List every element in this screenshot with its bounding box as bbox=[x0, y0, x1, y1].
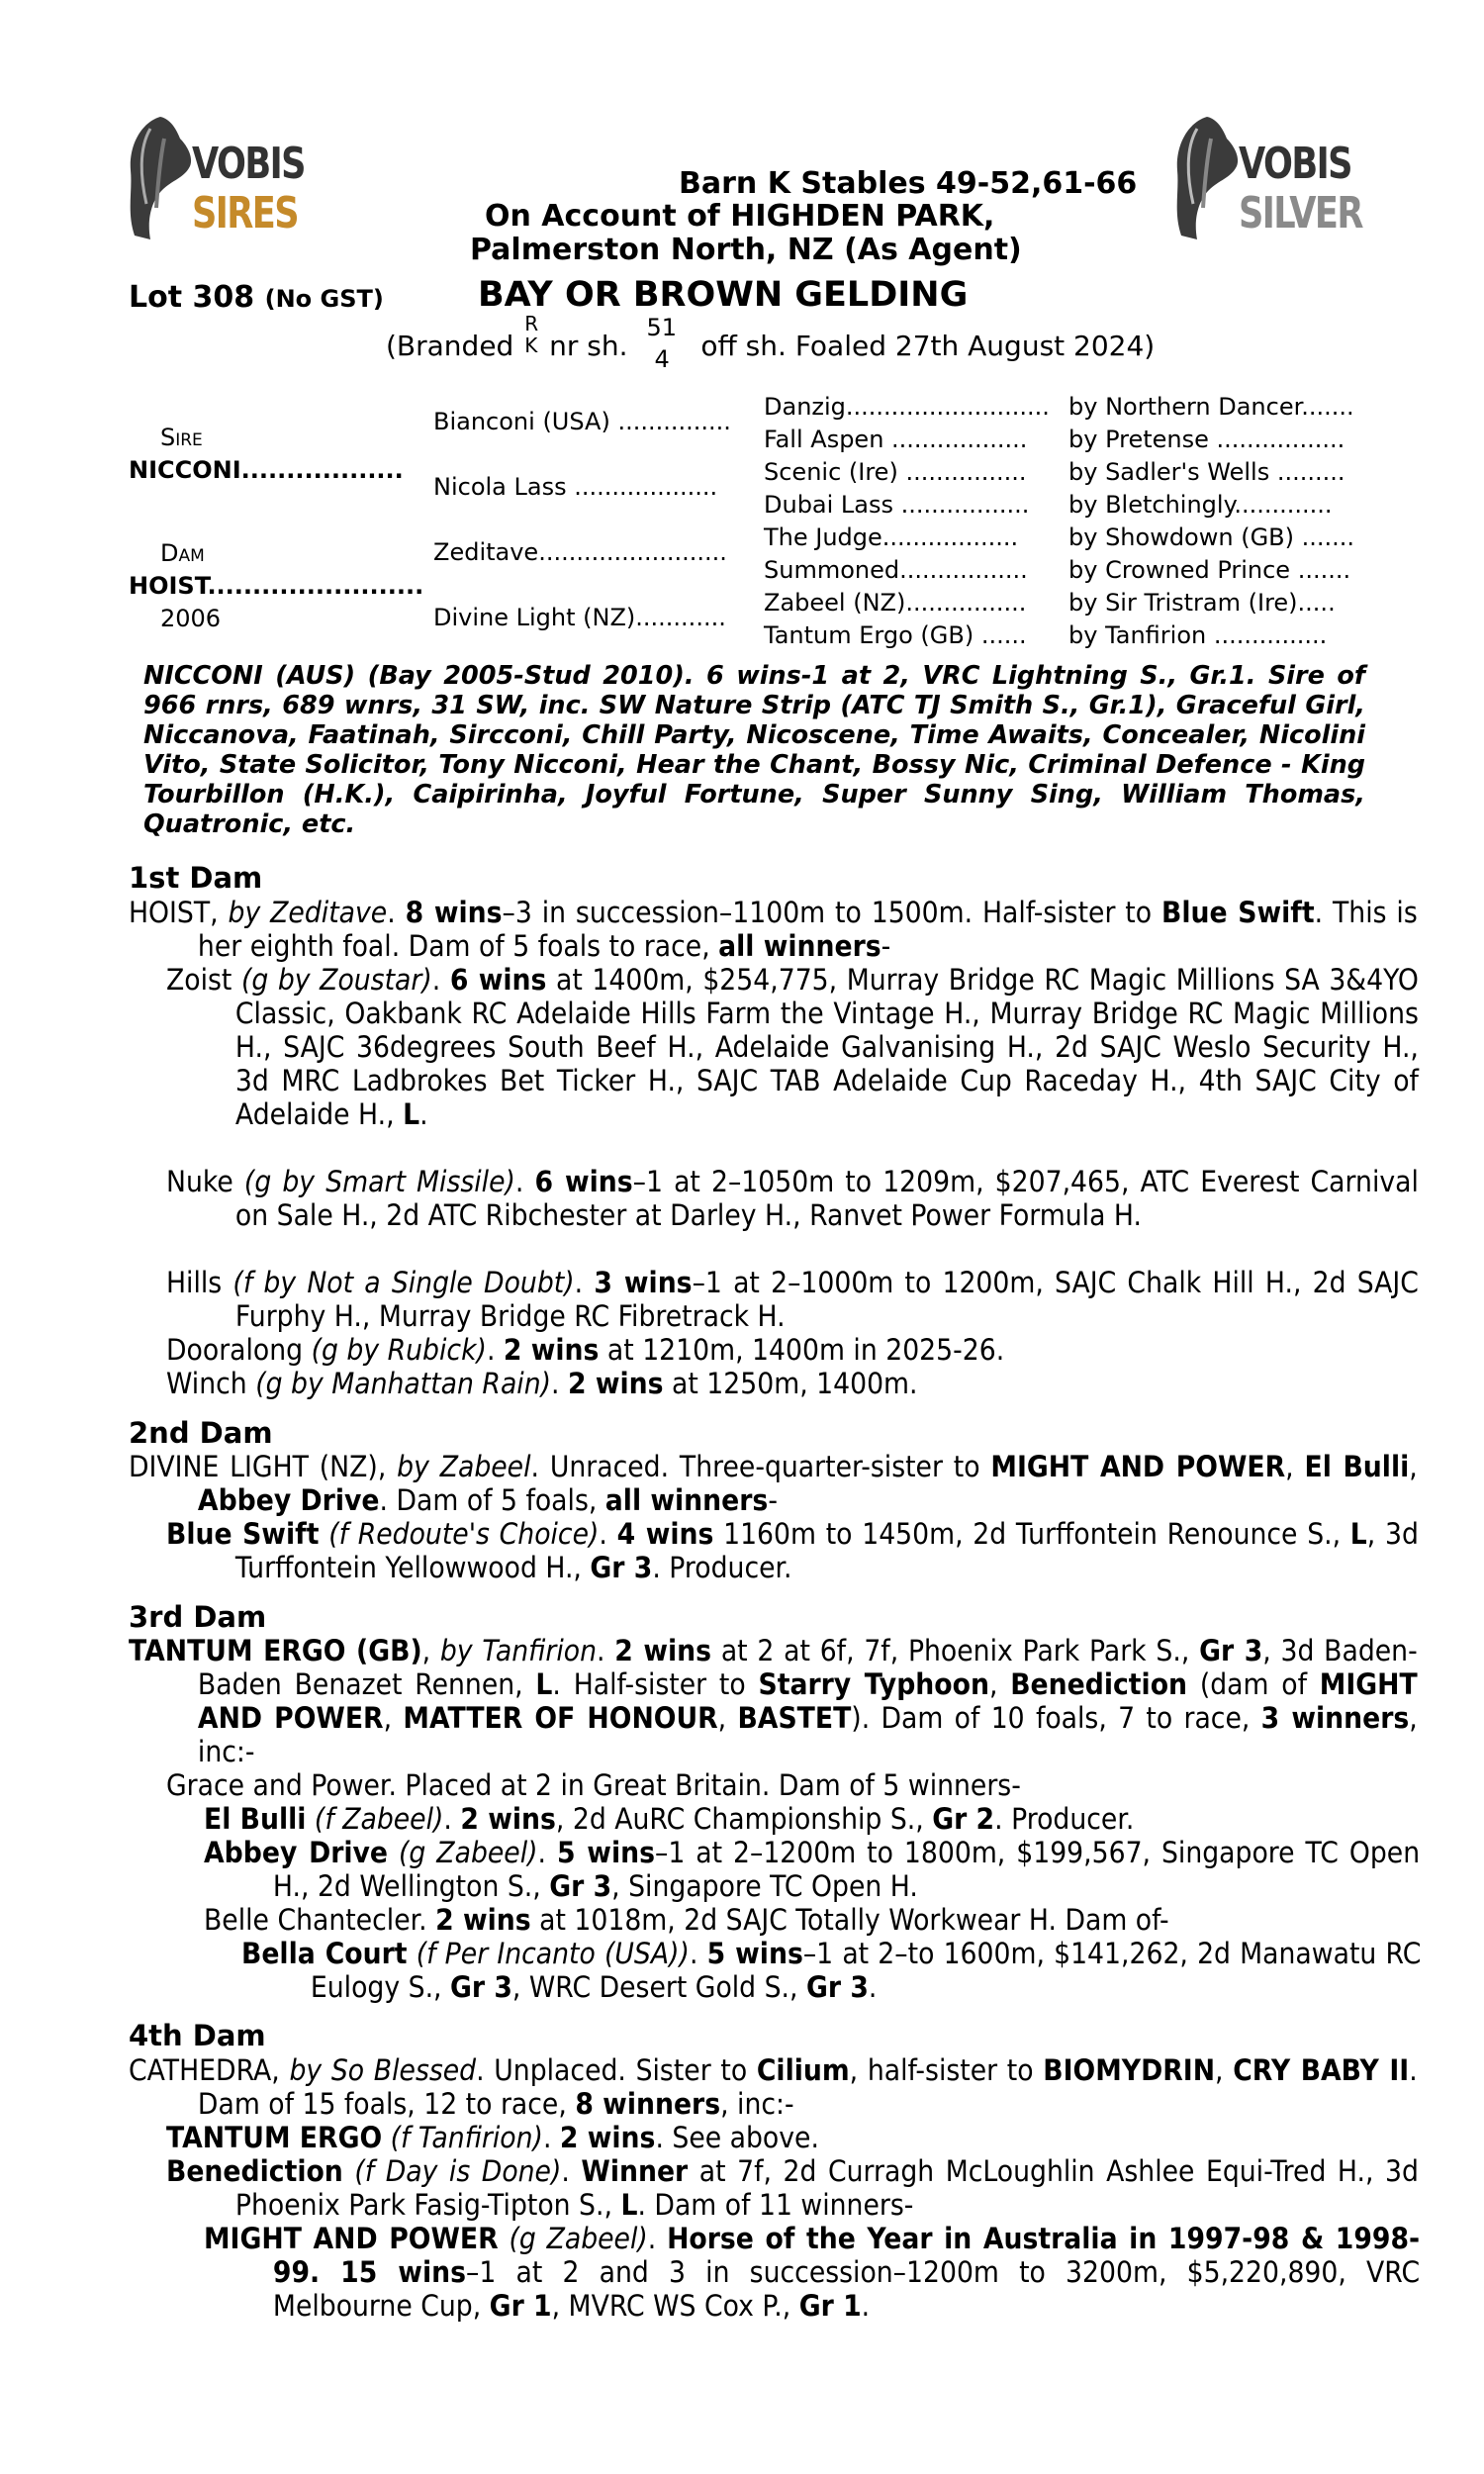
logo-left-line1: VOBIS bbox=[192, 139, 305, 189]
section-heading-4th-dam: 4th Dam bbox=[129, 2019, 266, 2052]
produce-grace-and-power: Grace and Power. Placed at 2 in Great Britain. Dam of 5 winners- bbox=[166, 1768, 1021, 1802]
pedigree-gen3-5: The Judge.................. bbox=[764, 523, 1019, 551]
brand-prefix: (Branded bbox=[386, 330, 514, 362]
pedigree-gen3-sire-5: by Showdown (GB) ....... bbox=[1068, 523, 1355, 551]
logo-right-line2: SILVER bbox=[1239, 188, 1362, 238]
produce-nuke: Nuke (g by Smart Missile). 6 wins–1 at 2–1050m to 1209m, $207,465, ATC Everest Carnival on Sale H., 2d ATC Ribchester at Darley H., Ranvet Power Formula H. bbox=[166, 1165, 1419, 1232]
pedigree-gen3-sire-2: by Pretense ................. bbox=[1068, 426, 1345, 453]
horse-head-icon bbox=[1167, 109, 1247, 247]
produce-el-bulli: El Bulli (f Zabeel). 2 wins, 2d AuRC Championship S., Gr 2. Producer. bbox=[204, 1802, 1135, 1836]
pedigree-gen3-6: Summoned................. bbox=[764, 556, 1028, 584]
produce-might-and-power: MIGHT AND POWER (g Zabeel). Horse of the Year in Australia in 1997-98 & 1998-99. 15 wins–1 at 2 and 3 in succession–1200m to 3200m, $5,220,890, VRC Melbourne Cup, Gr 1, MVRC WS Cox P., Gr 1. bbox=[204, 2222, 1421, 2323]
pedigree-gen2-3: Zeditave......................... bbox=[433, 538, 727, 566]
dam-2-paragraph: DIVINE LIGHT (NZ), by Zabeel. Unraced. Three-quarter-sister to MIGHT AND POWER, El Bulli, Abbey Drive. Dam of 5 foals, all winners- bbox=[129, 1450, 1418, 1517]
pedigree-gen3-sire-4: by Bletchingly............. bbox=[1068, 491, 1333, 519]
vobis-sires-logo bbox=[121, 109, 319, 257]
produce-benediction: Benediction (f Day is Done). Winner at 7f, 2d Curragh McLoughlin Ashlee Equi-Tred H., 3d Phoenix Park Fasig-Tipton S., L. Dam of 11 winners- bbox=[166, 2154, 1419, 2222]
section-heading-2nd-dam: 2nd Dam bbox=[129, 1416, 273, 1450]
dam-4-paragraph: CATHEDRA, by So Blessed. Unplaced. Sister to Cilium, half-sister to BIOMYDRIN, CRY BABY II. Dam of 15 foals, 12 to race, 8 winners, inc:- bbox=[129, 2053, 1418, 2121]
barn-line: Barn K Stables 49-52,61-66 bbox=[679, 166, 1138, 201]
pedigree-gen3-sire-6: by Crowned Prince ....... bbox=[1068, 556, 1351, 584]
pedigree-gen3-sire-7: by Sir Tristram (Ire)..... bbox=[1068, 589, 1336, 617]
gst-note: (No GST) bbox=[264, 285, 384, 313]
lot-number bbox=[129, 280, 384, 315]
brand-near-side: nr sh. bbox=[549, 330, 628, 362]
page-title: BAY OR BROWN GELDING bbox=[478, 275, 969, 315]
account-line: On Account of HIGHDEN PARK, bbox=[485, 199, 995, 234]
sire-name: NICCONI.................. bbox=[129, 456, 404, 484]
brand-line bbox=[386, 312, 1156, 373]
pedigree-gen3-2: Fall Aspen .................. bbox=[764, 426, 1028, 453]
produce-belle-chantecler: Belle Chantecler. 2 wins at 1018m, 2d SAJC Totally Workwear H. Dam of- bbox=[204, 1903, 1169, 1937]
pedigree-gen3-sire-1: by Northern Dancer....... bbox=[1068, 393, 1354, 421]
pedigree-gen3-sire-8: by Tanfirion ............... bbox=[1068, 621, 1328, 649]
produce-tantum-ergo: TANTUM ERGO (f Tanfirion). 2 wins. See above. bbox=[166, 2121, 819, 2154]
dam-name: HOIST........................ bbox=[129, 572, 424, 600]
location-line: Palmerston North, NZ (As Agent) bbox=[470, 233, 1022, 267]
dam-year: 2006 bbox=[160, 605, 222, 632]
brand-numbers: 51 4 bbox=[646, 314, 677, 373]
brand-glyph: R K bbox=[524, 312, 539, 357]
pedigree-gen3-1: Danzig........................... bbox=[764, 393, 1050, 421]
horse-head-icon bbox=[121, 109, 200, 247]
pedigree-gen3-4: Dubai Lass ................. bbox=[764, 491, 1030, 519]
pedigree-gen3-8: Tantum Ergo (GB) ...... bbox=[764, 621, 1027, 649]
dam-3-paragraph: TANTUM ERGO (GB), by Tanfirion. 2 wins at 2 at 6f, 7f, Phoenix Park Park S., Gr 3, 3d Baden-Baden Benazet Rennen, L. Half-sister to Starry Typhoon, Benediction (dam of MIGHT AND POWER, MATTER OF HONOUR, BASTET). Dam of 10 foals, 7 to race, 3 winners, inc:- bbox=[129, 1634, 1418, 1768]
produce-winch: Winch (g by Manhattan Rain). 2 wins at 1250m, 1400m. bbox=[166, 1367, 918, 1400]
dam-1-paragraph: HOIST, by Zeditave. 8 wins–3 in succession–1100m to 1500m. Half-sister to Blue Swift. This is her eighth foal. Dam of 5 foals to race, all winners- bbox=[129, 896, 1418, 963]
logo-right-line1: VOBIS bbox=[1239, 139, 1351, 189]
produce-dooralong: Dooralong (g by Rubick). 2 wins at 1210m, 1400m in 2025-26. bbox=[166, 1333, 1005, 1367]
pedigree-gen3-3: Scenic (Ire) ................ bbox=[764, 458, 1027, 486]
produce-zoist: Zoist (g by Zoustar). 6 wins at 1400m, $254,775, Murray Bridge RC Magic Millions SA 3&4YO Classic, Oakbank RC Adelaide Hills Farm the Vintage H., Murray Bridge RC Magic Millions H., SAJC 36degrees South Beef H., Adelaide Galvanising H., 2d SAJC Weslo Security H., 3d MRC Ladbrokes Bet Ticker H., SAJC TAB Adelaide Cup Raceday H., 4th SAJC City of Adelaide H., L. bbox=[166, 963, 1419, 1131]
section-heading-3rd-dam: 3rd Dam bbox=[129, 1600, 267, 1634]
logo-left-line2: SIRES bbox=[192, 188, 298, 238]
dam-label: Dam bbox=[160, 539, 205, 567]
produce-bella-court: Bella Court (f Per Incanto (USA)). 5 wins–1 at 2–to 1600m, $141,262, 2d Manawatu RC Eulogy S., Gr 3, WRC Desert Gold S., Gr 3. bbox=[241, 1937, 1422, 2004]
produce-blue-swift: Blue Swift (f Redoute's Choice). 4 wins 1160m to 1450m, 2d Turffontein Renounce S., L, 3d Turffontein Yellowwood H., Gr 3. Producer. bbox=[166, 1517, 1419, 1584]
pedigree-gen2-1: Bianconi (USA) ............... bbox=[433, 408, 731, 435]
pedigree-gen2-2: Nicola Lass ................... bbox=[433, 473, 718, 501]
pedigree-gen3-sire-3: by Sadler's Wells ......... bbox=[1068, 458, 1345, 486]
brand-suffix: off sh. Foaled 27th August 2024) bbox=[700, 330, 1156, 362]
sire-label: Sire bbox=[160, 424, 203, 451]
lot-label: Lot 308 bbox=[129, 280, 255, 315]
sire-summary: NICCONI (AUS) (Bay 2005-Stud 2010). 6 wins-1 at 2, VRC Lightning S., Gr.1. Sire of 966 rnrs, 689 wnrs, 31 SW, inc. SW Nature Strip (ATC TJ Smith S., Gr.1), Graceful Girl, Niccanova, Faatinah, Sircconi, Chill Party, Nicoscene, Time Awaits, Concealer, Nicolini Vito, State Solicitor, Tony Nicconi, Hear the Chant, Bossy Nic, Criminal Defence - King Tourbillon (H.K.), Caipirinha, Joyful Fortune, Super Sunny Sing, William Thomas, Quatronic, etc. bbox=[143, 661, 1365, 839]
produce-hills: Hills (f by Not a Single Doubt). 3 wins–1 at 2–1000m to 1200m, SAJC Chalk Hill H., 2d SAJC Furphy H., Murray Bridge RC Fibretrack H. bbox=[166, 1266, 1419, 1333]
produce-abbey-drive: Abbey Drive (g Zabeel). 5 wins–1 at 2–1200m to 1800m, $199,567, Singapore TC Open H., 2d Wellington S., Gr 3, Singapore TC Open H. bbox=[204, 1836, 1421, 1903]
section-heading-1st-dam: 1st Dam bbox=[129, 861, 263, 895]
pedigree-gen2-4: Divine Light (NZ)............ bbox=[433, 604, 726, 631]
pedigree-gen3-7: Zabeel (NZ)................ bbox=[764, 589, 1027, 617]
vobis-silver-logo bbox=[1167, 109, 1365, 257]
